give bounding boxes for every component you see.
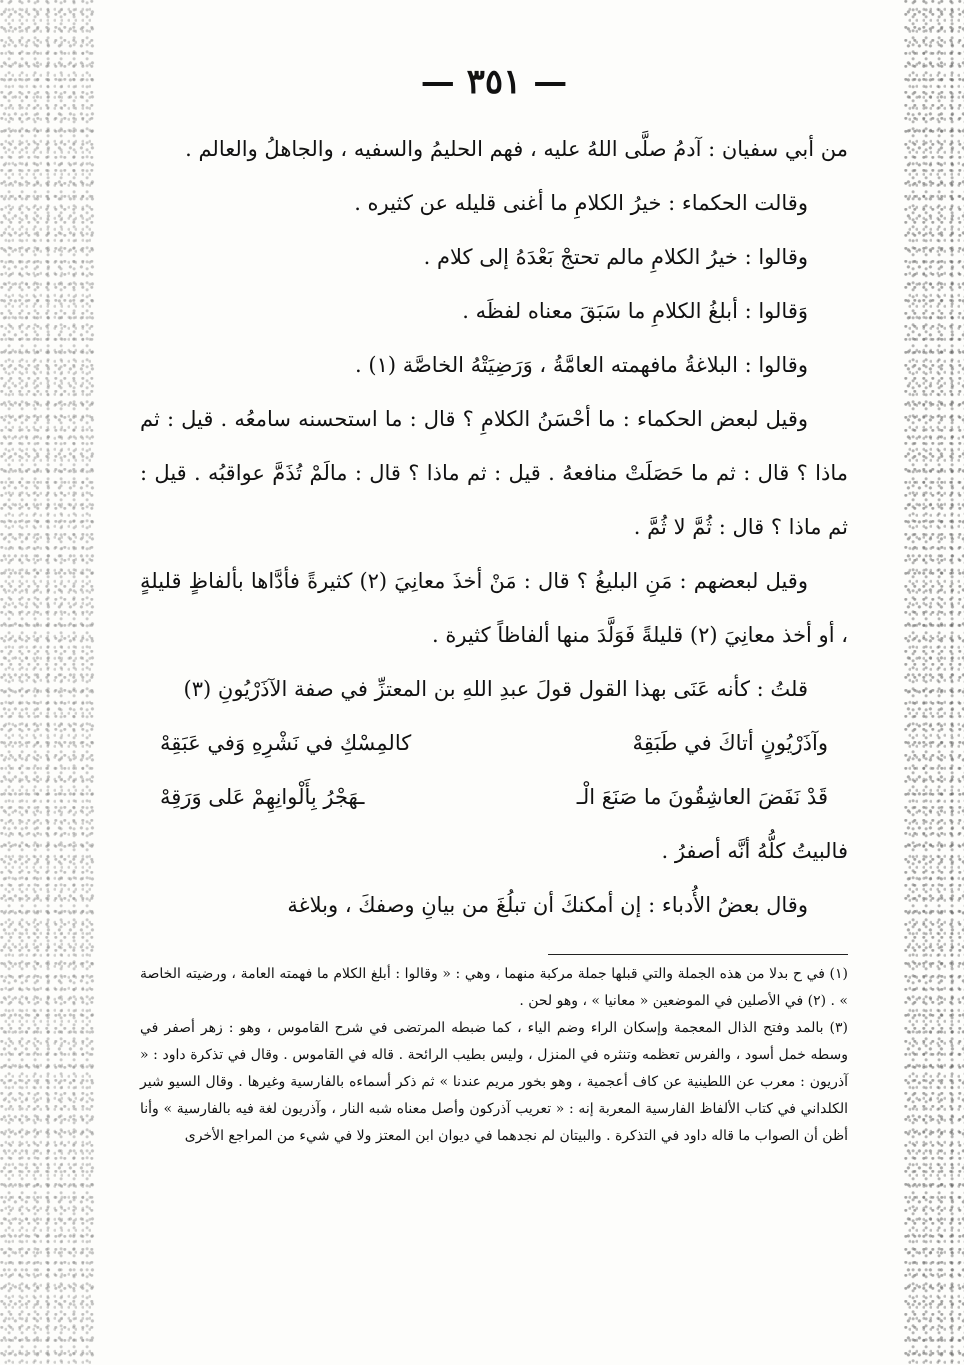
footnote-divider: [548, 954, 848, 955]
footnote-3: (٣) بالمد وفتح الذال المعجمة وإسكان الراء وضم الياء ، كما ضبطه المرتضى في شرح القاموس ، وهو : زهر أصفر في وسطه خمل أسود ، والفرس تعظمه وتنثره في المنزل ، وليس بطيب الرائحة . قاله في القاموس . وقال في تذكرة داود : « آذريون : معرب عن اللطينية عن كاف أعجمية ، وهو بخور مريم عندنا » ثم ذكر أسماءه بالفارسية وغيرها . وقال السيو شير الكلداني في كتاب الألفاظ الفارسية المعربة إنه : « تعريب آذركون وأصل معناه شبه النار ، وآذريون لغة فيه بالفارسية » وأنا أظن أن الصواب ما قاله داود في التذكرة . والبيتان لم نجدهما في ديوان ابن المعتز ولا في شيء من المراجع الأخرى: [140, 1020, 848, 1144]
paragraph-1: من أبي سفيان : آدمُ صلَّى اللهُ عليه ، فهم الحليمُ والسفيه ، والجاهلُ والعالم .: [185, 137, 848, 161]
page-number: — ٣٥١ —: [420, 62, 568, 102]
paragraph-4: وَقالوا : أبلغُ الكلامِ ما سَبَقَ معناه لفظَه .: [462, 299, 808, 323]
verse-1-first-hemistich: وآذَرْيُونٍ أتاكَ في طَبَقِهْ: [632, 731, 828, 755]
paragraph-2: وقالت الحكماء : خيرُ الكلامِ ما أغنى قليله عن كثيره .: [354, 191, 808, 215]
scan-edge-left: [0, 0, 95, 1365]
verse-2-second-hemistich: ـهَجْرُ بِأَلْوانِهِمْ عَلى وَرَقِهْ: [160, 785, 365, 809]
paragraph-3: وقالوا : خيرُ الكلامِ مالم تحتجْ بَعْدَهُ إلى كلام .: [423, 245, 808, 269]
verse-line-2: [140, 770, 848, 824]
verse-2-first-hemistich: قَدْ نَفَضَ العاشِقُونَ ما صَنَعَ الْـ: [576, 785, 828, 809]
paragraph-5: وقالوا : البلاغةُ مافهمته العامَّةُ ، وَرَضِيَتْهُ الخاصَّة (١) .: [355, 353, 808, 377]
scan-edge-right: [904, 0, 964, 1365]
book-page: [140, 60, 848, 1150]
paragraph-7: وقيل لبعضهم : مَنِ البليغُ ؟ قال : مَنْ أخذَ معانِيَ (٢) كثيرةً فأدَّاها بألفاظٍ قليلةٍ ، أو أخذ معانِيَ (٢) قليلةً فَوَلَّدَ منها ألفاظاً كثيرة .: [140, 569, 848, 647]
paragraph-6: وقيل لبعض الحكماء : ما أحْسَنُ الكلامِ ؟ قال : ما استحسنه سامعُه . قيل : ثم ماذا ؟ قال : ثم ما حَصَلَتْ منافعهُ . قيل : ثم ماذا ؟ قال : مالَمْ تُذَمَّ عواقبُه . قيل : ثم ماذا ؟ قال : ثُمَّ لا ثُمَّ .: [140, 407, 848, 539]
paragraph-8: قلتُ : كأنه عَنَى بهذا القول قولَ عبدِ اللهِ بن المعتزِّ في صفة الآذَرْيُونِ (٣): [183, 677, 808, 701]
footnotes: [140, 961, 848, 1150]
verse-line-1: [140, 716, 848, 770]
verse-1-second-hemistich: كالمِسْكِ في نَشْرِهِ وَفي عَبَقِهْ: [160, 731, 412, 755]
after-verse-line: فالبيتُ كلُّهُ أنَّه أصفرُ .: [661, 839, 848, 863]
footnote-1-2: (١) في ح بدلا من هذه الجملة والتي قبلها جملة مركبة منهما ، وهي : « وقالوا : أبلغ الكلام ما فهمته العامة ، ورضيته الخاصة » . (٢) في الأصلين في الموضعين « معانيا » ، وهو لحن .: [140, 966, 848, 1009]
last-paragraph: وقال بعضُ الأُدباء : إن أمكنكَ أن تبلُغَ من بيانِ وصفكَ ، وبلاغة: [287, 893, 808, 917]
